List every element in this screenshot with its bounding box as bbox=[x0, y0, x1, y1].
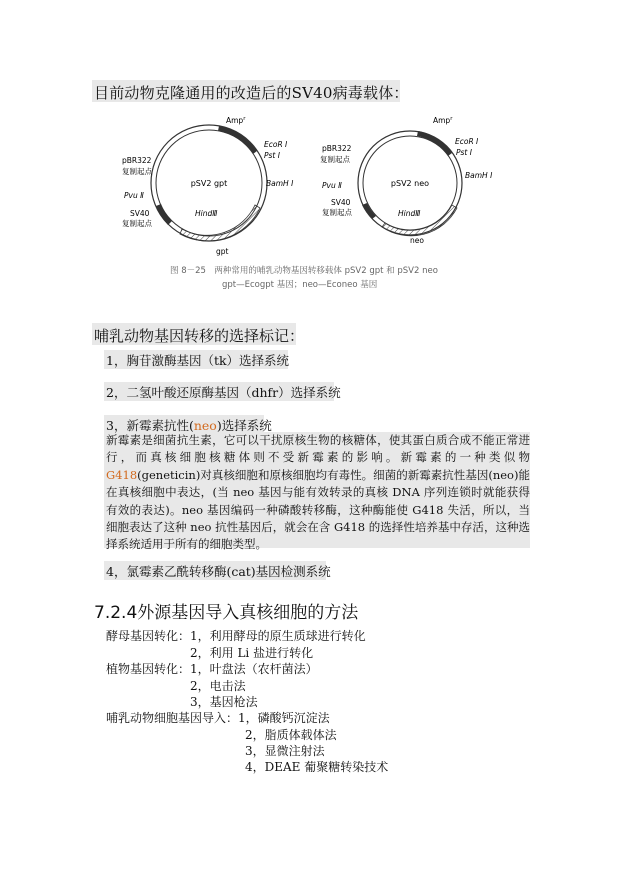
marker-item-neo-suffix: )选择系统 bbox=[216, 418, 272, 433]
marker-item-cat: 4，氯霉素乙酰转移酶(cat)基因检测系统 bbox=[106, 564, 331, 579]
marker-item-neo-highlight: neo bbox=[193, 418, 217, 433]
pvuii-label: Pvu Ⅱ bbox=[322, 181, 342, 190]
plasmid-name-gpt: pSV2 gpt bbox=[190, 179, 228, 188]
pbr322-ori-label: 复制起点 bbox=[122, 167, 152, 176]
marker-item-dhfr: 2，二氢叶酸还原酶基因（dhfr）选择系统 bbox=[106, 385, 341, 400]
neomycin-paragraph bbox=[106, 432, 530, 554]
sv40-label: SV40 bbox=[130, 209, 150, 218]
neomycin-paragraph-part2: (geneticin)对真核细胞和原核细胞均有毒性。细菌的新霉素抗性基因(neo)能在真核细胞中表达，(当 neo 基因与能有效转录的真核 DNA 序列连锁时就能获得有效的表达)。neo 基因编码一种磷酸转移酶，这种酶能使 G418 失活，所以，当细胞表达了这种 neo 抗性基因后，就会在含 G418 的选择性培养基中存活，这种选择系统适用于所有的细胞类型。 bbox=[106, 467, 530, 552]
pbr322-ori-label: 复制起点 bbox=[320, 155, 350, 164]
figure-caption bbox=[170, 264, 438, 292]
neomycin-paragraph-part1: 新霉素是细菌抗生素，它可以干扰原核生物的核糖体，使其蛋白质合成不能正常进行，而真核细胞核糖体则不受新霉素的影响。新霉素的一种类似物 bbox=[106, 433, 530, 465]
pbr322-label: pBR322 bbox=[322, 144, 352, 153]
neo-label: neo bbox=[410, 236, 424, 245]
sv40-segment bbox=[156, 204, 172, 225]
amp-label: Amp$^r$ bbox=[226, 116, 246, 125]
method-mammal-2: 2，脂质体载体法 bbox=[245, 728, 337, 742]
pvuii-label: Pvu Ⅱ bbox=[124, 191, 144, 200]
plasmid-psv2-neo bbox=[320, 116, 493, 245]
method-plant-3: 3，基因枪法 bbox=[190, 695, 258, 709]
plasmid-psv2-gpt bbox=[122, 116, 294, 256]
bamhi-label: BamH Ⅰ bbox=[465, 171, 493, 180]
psti-label: Pst Ⅰ bbox=[456, 148, 472, 157]
hindiii-label: HindⅢ bbox=[195, 209, 218, 218]
method-mammal-4: 4，DEAE 葡聚糖转染技术 bbox=[245, 760, 389, 774]
hindiii-label: HindⅢ bbox=[398, 209, 421, 218]
plasmid-name-neo: pSV2 neo bbox=[390, 179, 430, 188]
gpt-label: gpt bbox=[216, 247, 229, 256]
bamhi-label: BamH Ⅰ bbox=[266, 179, 294, 188]
pbr322-label: pBR322 bbox=[122, 156, 152, 165]
g418-highlight: G418 bbox=[106, 467, 138, 482]
method-mammal-1: 哺乳动物细胞基因导入：1，磷酸钙沉淀法 bbox=[106, 711, 330, 725]
section-heading: 7.2.4外源基因导入真核细胞的方法 bbox=[94, 603, 359, 623]
method-yeast-2: 2，利用 Li 盐进行转化 bbox=[190, 646, 314, 660]
amp-label: Amp$^r$ bbox=[433, 116, 453, 125]
sv40-ori-label: 复制起点 bbox=[322, 208, 352, 217]
psti-label: Pst Ⅰ bbox=[264, 151, 280, 160]
method-mammal-3: 3，显微注射法 bbox=[245, 744, 325, 758]
marker-item-neo-prefix: 3，新霉素抗性( bbox=[106, 418, 194, 433]
sv40-ori-label: 复制起点 bbox=[122, 219, 152, 228]
figure-caption-line1: 图 8－25 两种常用的哺乳动物基因转移载体 pSV2 gpt 和 pSV2 neo bbox=[170, 266, 438, 276]
method-yeast-1: 酵母基因转化：1，利用酵母的原生质球进行转化 bbox=[106, 629, 366, 643]
heading-selection-markers: 哺乳动物基因转移的选择标记： bbox=[94, 327, 305, 345]
ecori-label: EcoR Ⅰ bbox=[455, 137, 479, 146]
method-plant-1: 植物基因转化：1，叶盘法（农杆菌法） bbox=[106, 662, 318, 676]
amp-segment bbox=[417, 131, 452, 156]
gpt-segment bbox=[180, 205, 260, 241]
ecori-label: EcoR Ⅰ bbox=[264, 140, 288, 149]
figure-caption-line2: gpt—Ecogpt 基因；neo—Econeo 基因 bbox=[222, 280, 378, 290]
marker-item-tk: 1，胸苷激酶基因（tk）选择系统 bbox=[106, 353, 290, 368]
method-plant-2: 2，电击法 bbox=[190, 679, 246, 693]
heading-sv40-vectors: 目前动物克隆通用的改造后的SV40病毒载体： bbox=[94, 84, 409, 102]
amp-segment bbox=[218, 126, 257, 154]
sv40-label: SV40 bbox=[331, 198, 351, 207]
plasmid-figure bbox=[100, 108, 510, 288]
